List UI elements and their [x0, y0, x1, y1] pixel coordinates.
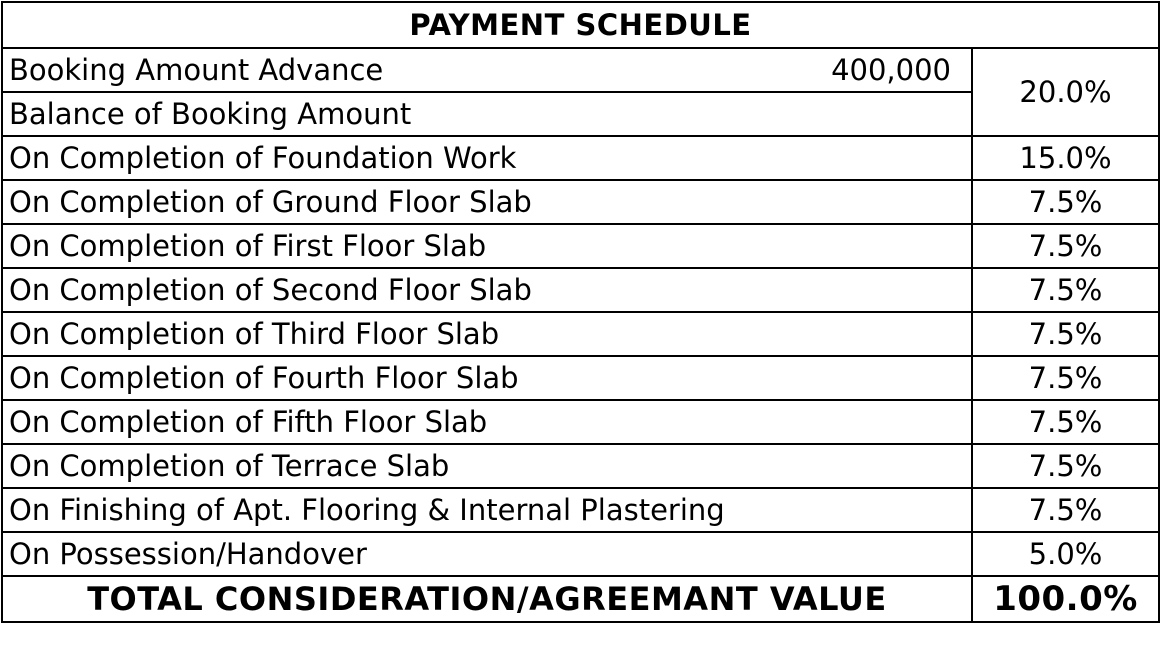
table-row [2, 268, 1159, 312]
row-label: On Completion of Third Floor Slab [2, 312, 972, 356]
row-label: On Completion of Fifth Floor Slab [2, 400, 972, 444]
row-percent: 7.5% [972, 224, 1159, 268]
row-percent: 7.5% [972, 312, 1159, 356]
row-percent: 7.5% [972, 180, 1159, 224]
row-label: On Possession/Handover [2, 532, 972, 576]
row-percent: 15.0% [972, 136, 1159, 180]
title-row [2, 2, 1159, 48]
row-label: On Completion of Foundation Work [2, 136, 972, 180]
row-label: On Finishing of Apt. Flooring & Internal Plastering [2, 488, 972, 532]
table-row [2, 532, 1159, 576]
booking-advance-label: Booking Amount Advance [9, 53, 384, 87]
row-percent: 7.5% [972, 356, 1159, 400]
row-label: On Completion of Fourth Floor Slab [2, 356, 972, 400]
table-row [2, 180, 1159, 224]
table-row [2, 136, 1159, 180]
table-row [2, 444, 1159, 488]
table-title: PAYMENT SCHEDULE [2, 2, 1159, 48]
table-row [2, 224, 1159, 268]
total-percent: 100.0% [972, 576, 1159, 622]
table-row [2, 488, 1159, 532]
booking-advance-cell [2, 48, 972, 92]
total-label: TOTAL CONSIDERATION/AGREEMANT VALUE [2, 576, 972, 622]
row-percent: 5.0% [972, 532, 1159, 576]
row-label: On Completion of Terrace Slab [2, 444, 972, 488]
payment-schedule-table [1, 1, 1160, 623]
row-label: On Completion of Ground Floor Slab [2, 180, 972, 224]
row-percent: 7.5% [972, 444, 1159, 488]
booking-balance-label: Balance of Booking Amount [2, 92, 972, 136]
row-percent: 7.5% [972, 400, 1159, 444]
table-row [2, 312, 1159, 356]
booking-advance-amount: 400,000 [831, 53, 951, 87]
total-row [2, 576, 1159, 622]
booking-percent: 20.0% [972, 48, 1159, 136]
row-percent: 7.5% [972, 268, 1159, 312]
table-row [2, 400, 1159, 444]
row-percent: 7.5% [972, 488, 1159, 532]
row-label: On Completion of First Floor Slab [2, 224, 972, 268]
table-row [2, 356, 1159, 400]
table-row [2, 48, 1159, 92]
row-label: On Completion of Second Floor Slab [2, 268, 972, 312]
